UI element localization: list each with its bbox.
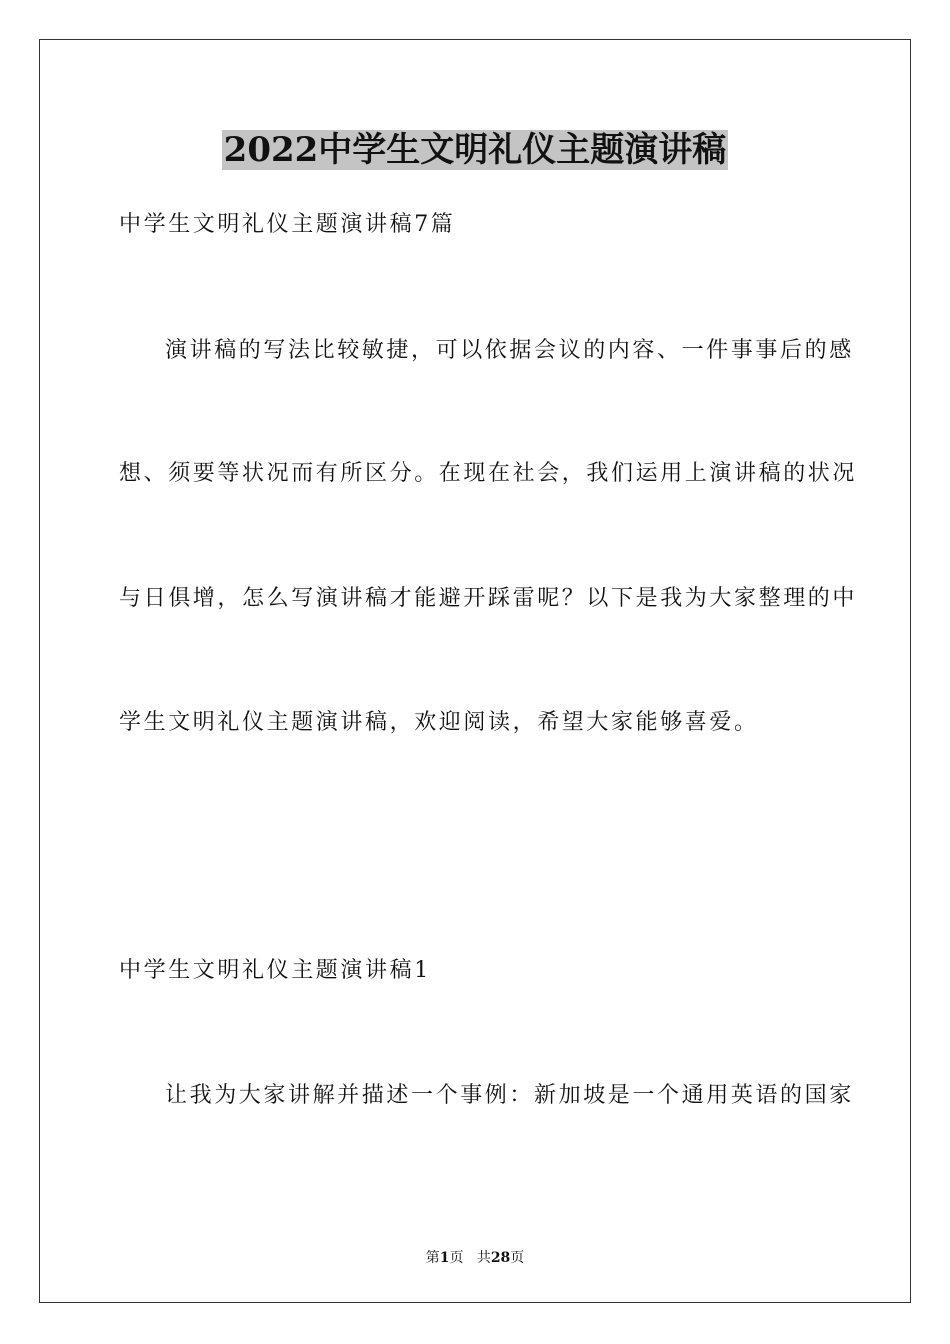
footer-page-number: 1 <box>439 1250 450 1266</box>
section-heading: 中学生文明礼仪主题演讲稿1 <box>119 958 431 983</box>
document-title-text: 2022中学生文明礼仪主题演讲稿 <box>223 130 727 170</box>
document-title <box>0 125 950 175</box>
footer-page-suffix: 页 <box>449 1250 464 1266</box>
footer-total-pages: 28 <box>490 1250 511 1266</box>
paragraph-1-line-2: 想、须要等状况而有所区分。在现在社会，我们运用上演讲稿的状况 <box>119 461 858 486</box>
page-footer <box>0 1248 950 1268</box>
paragraph-2-line-1: 让我为大家讲解并描述一个事例：新加坡是一个通用英语的国家 <box>165 1083 854 1108</box>
paragraph-1-line-3: 与日俱增，怎么写演讲稿才能避开踩雷呢？以下是我为大家整理的中 <box>119 586 858 611</box>
paragraph-1-line-1: 演讲稿的写法比较敏捷，可以依据会议的内容、一件事事后的感 <box>165 338 854 363</box>
footer-total-prefix: 共 <box>476 1250 491 1266</box>
footer-total-suffix: 页 <box>510 1250 525 1266</box>
paragraph-1-line-4: 学生文明礼仪主题演讲稿，欢迎阅读，希望大家能够喜爱。 <box>119 710 759 735</box>
document-subtitle: 中学生文明礼仪主题演讲稿7篇 <box>119 212 456 237</box>
footer-page-prefix: 第 <box>425 1250 440 1266</box>
